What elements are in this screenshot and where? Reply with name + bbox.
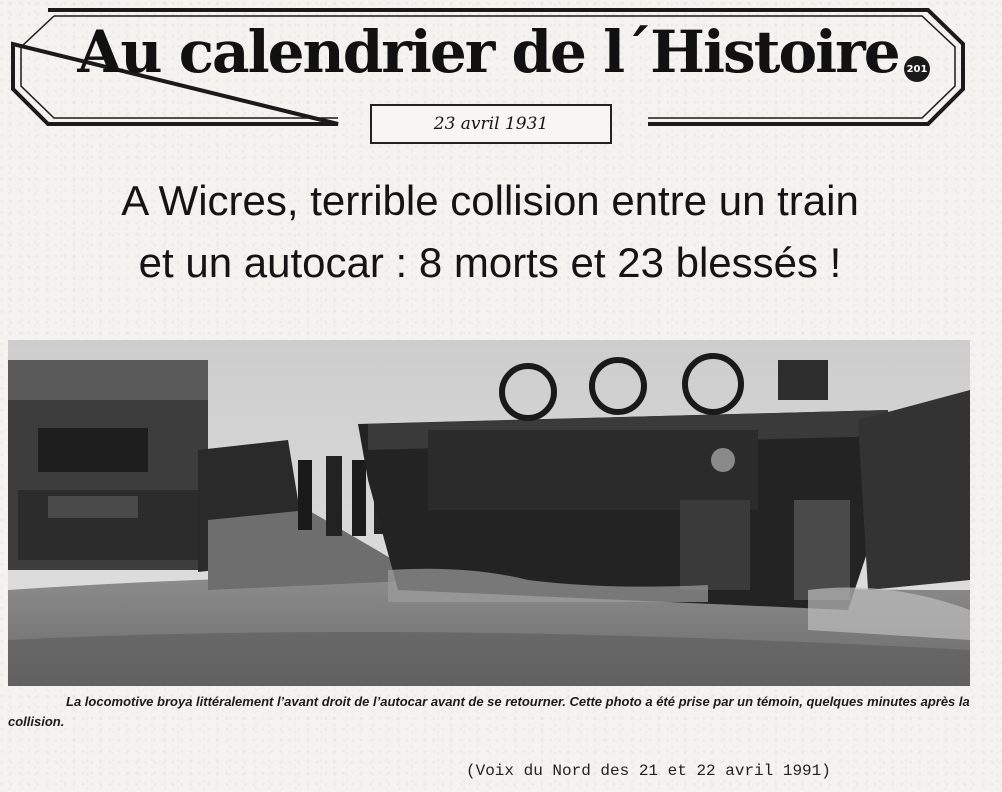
headline-line-1: A Wicres, terrible collision entre un train <box>121 177 859 224</box>
headline <box>0 170 980 294</box>
date-box: 23 avril 1931 <box>370 104 612 144</box>
source-citation: (Voix du Nord des 21 et 22 avril 1991) <box>466 762 831 780</box>
issue-number-badge: 201 <box>904 56 930 82</box>
photo-caption: La locomotive broya littéralement l’avant droit de l’autocar avant de se retourner. Cette photo a été prise par un témoin, quelques minutes après la collision. <box>8 694 970 729</box>
autocar-wreck <box>8 360 208 570</box>
photo-illustration <box>8 340 970 686</box>
headline-line-2: et un autocar : 8 morts et 23 blessés ! <box>138 239 842 286</box>
section-title: Au calendrier de l´Histoire <box>77 18 899 86</box>
collision-photo <box>8 340 970 686</box>
